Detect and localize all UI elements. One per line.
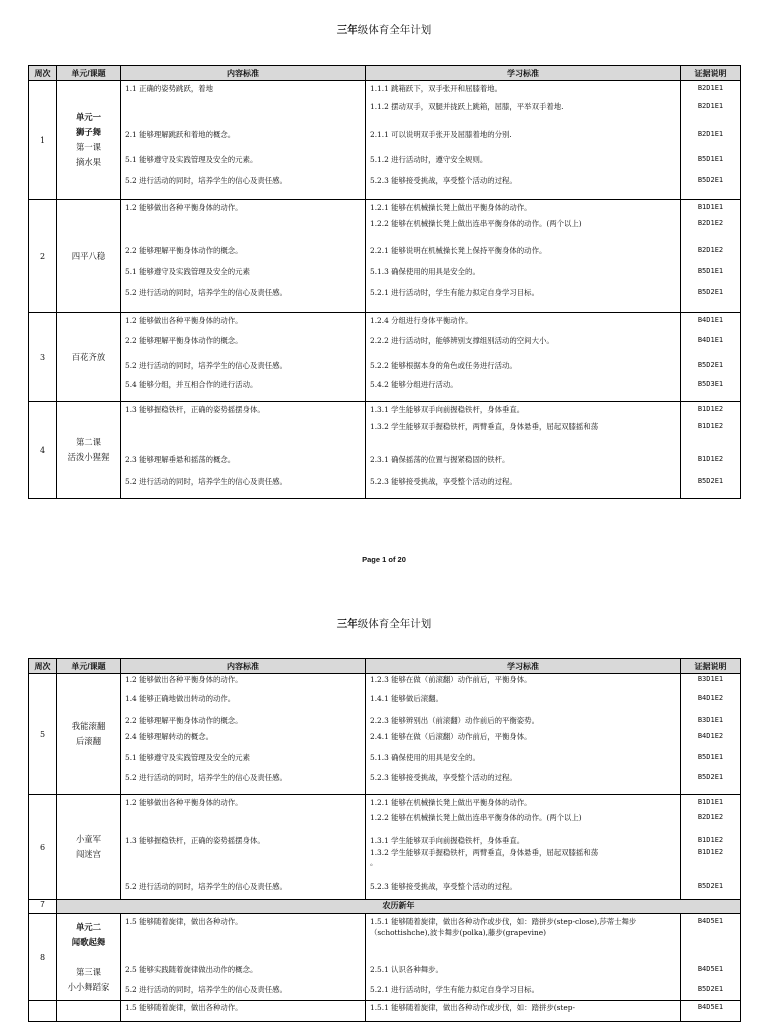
learning-line: 1.5.1 能够随着旋律，做出各种动作或步伐，如：踏拼步(step-close),莎蒂士舞步（schottishche),波卡舞步(polka),藤步(grapevine) [370, 917, 637, 937]
content-line: 5.2 进行活动的同时，培养学生的信心及责任感。 [125, 882, 287, 891]
evidence-line: B5D2E1 [697, 477, 724, 485]
learning-cell [366, 402, 680, 498]
learning-line: 2.2.1 能够说明在机械操长凳上保持平衡身体的动作。 [370, 246, 547, 255]
learning-line: 5.1.3 确保使用的用具是安全的。 [370, 753, 480, 762]
unit-line: 单元二 [75, 921, 102, 932]
learning-standard [366, 81, 681, 200]
content-line: 5.1 能够遵守及实践管理及安全的元素 [125, 753, 250, 762]
content-line: 5.2 进行活动的同时，培养学生的信心及责任感。 [125, 288, 287, 297]
evidence-line: B4D1E1 [697, 316, 724, 324]
learning-line: 1.4.1 能够做后滚翻。 [370, 694, 443, 703]
evidence-line: B2D1E2 [697, 219, 724, 227]
content-line: 2.2 能够理解平衡身体动作的概念。 [125, 246, 243, 255]
content-line: 1.3 能够握稳铁杆，正确的姿势摇摆身体。 [125, 836, 265, 845]
plan-table-1 [28, 65, 741, 499]
learning-standard [366, 674, 681, 795]
content-line: 5.2 进行活动的同时，培养学生的信心及责任感。 [125, 773, 287, 782]
content-line: 5.2 进行活动的同时，培养学生的信心及责任感。 [125, 176, 287, 185]
content-line: 1.2 能够做出各种平衡身体的动作。 [125, 316, 243, 325]
content-line: 5.2 进行活动的同时，培养学生的信心及责任感。 [125, 361, 287, 370]
content-standard [121, 1001, 366, 1022]
table-row [29, 313, 741, 402]
unit-line: 狮子舞 [75, 127, 102, 137]
evidence-line: B5D3E1 [697, 380, 724, 388]
evidence-line: B1D1E2 [697, 405, 724, 413]
content-line: 2.4 能够理解转动的概念。 [125, 732, 214, 741]
content-line: 1.4 能够正确地做出转动的动作。 [125, 694, 236, 703]
learning-line: 1.2.2 能够在机械操长凳上做出连串平衡身体的动作。(两个以上) [370, 219, 582, 228]
unit-line: 小童军 [75, 834, 102, 844]
learning-line: 5.2.3 能够接受挑战，享受整个活动的过程。 [370, 477, 517, 486]
content-line: 5.2 进行活动的同时，培养学生的信心及责任感。 [125, 985, 287, 994]
evidence-line: B5D2E1 [697, 773, 724, 781]
evidence-line: B5D2E1 [697, 361, 724, 369]
header-content-standard: 内容标准 [121, 66, 366, 81]
evidence-line: B5D2E1 [697, 176, 724, 184]
learning-line: 2.4.1 能够在做（后滚翻）动作前后，平衡身体。 [370, 732, 532, 741]
learning-line: 。 [370, 858, 378, 867]
unit-line: 单元一 [75, 112, 102, 122]
evidence-line: B2D1E2 [697, 813, 724, 821]
evidence-line: B5D1E1 [697, 155, 724, 163]
content-line: 1.1 正确的姿势跳跃，着地 [125, 84, 214, 93]
holiday-row [29, 900, 741, 914]
table-row [29, 200, 741, 313]
header-unit: 单元/课题 [57, 659, 121, 674]
evidence-line: B4D5E1 [697, 965, 724, 973]
week-number: 1 [29, 81, 57, 200]
content-cell [121, 200, 365, 312]
unit-line: 百花齐放 [71, 351, 106, 362]
learning-line: 1.1.2 摆动双手，双腿并拢跃上跳箱，屈膝，平举双手着地. [370, 102, 564, 111]
learning-line: 5.2.3 能够接受挑战，享受整个活动的过程。 [370, 176, 517, 185]
learning-line: 5.2.3 能够接受挑战，享受整个活动的过程。 [370, 882, 517, 891]
table-row-partial [29, 1001, 741, 1022]
learning-line: 1.2.1 能够在机械操长凳上做出平衡身体的动作。 [370, 203, 532, 212]
evidence-line: B4D1E2 [697, 694, 724, 702]
unit-title [57, 200, 121, 313]
unit-title [57, 914, 121, 1001]
plan-table-2 [28, 658, 741, 1022]
evidence-line: B1D1E2 [697, 848, 724, 856]
content-standard [121, 914, 366, 1001]
evidence-line: B5D2E1 [697, 288, 724, 296]
learning-standard [366, 402, 681, 499]
content-line: 5.2 进行活动的同时，培养学生的信心及责任感。 [125, 477, 287, 486]
content-cell [121, 914, 365, 1000]
learning-line: 5.1.2 进行活动时，遵守安全规则。 [370, 155, 488, 164]
evidence-line: B4D1E1 [697, 336, 724, 344]
learning-line: 2.3.1 确保摇荡的位置与握紧稳固的铁杆。 [370, 455, 510, 464]
unit-line: 第一课 [75, 142, 102, 152]
evidence [681, 674, 741, 795]
evidence-cell [681, 81, 740, 199]
content-standard [121, 313, 366, 402]
page-number: Page 1 of 20 [362, 555, 406, 564]
learning-line: 1.2.1 能够在机械操长凳上做出平衡身体的动作。 [370, 798, 532, 807]
evidence-line: B1D1E2 [697, 836, 724, 844]
evidence-line: B4D5E1 [697, 917, 724, 925]
content-line: 1.5 能够随着旋律，做出各种动作。 [125, 917, 243, 926]
table-row [29, 674, 741, 795]
unit-line: 我能滚翻 [71, 721, 106, 731]
learning-line: 5.2.2 能够根据本身的角色或任务进行活动。 [370, 361, 517, 370]
learning-standard [366, 1001, 681, 1022]
evidence [681, 914, 741, 1001]
learning-line: 1.3.2 学生能够双手握稳铁杆，两臂垂直，身体悬垂，屈起双膝摇和荡 [370, 422, 599, 431]
content-line: 1.2 能够做出各种平衡身体的动作。 [125, 798, 243, 807]
unit-line: 第二课 [75, 437, 102, 447]
evidence-line: B4D5E1 [697, 1003, 724, 1011]
unit-line: 摘水果 [75, 157, 102, 167]
evidence-line: B5D1E1 [697, 267, 724, 275]
unit-title [57, 313, 121, 402]
evidence-cell [681, 795, 740, 899]
unit-title [57, 402, 121, 499]
content-line: 2.3 能够理解垂悬和摇荡的概念。 [125, 455, 236, 464]
evidence [681, 1001, 741, 1022]
evidence-line: B5D2E1 [697, 985, 724, 993]
evidence-line: B1D1E2 [697, 422, 724, 430]
page-title: 三年级体育全年计划 [336, 24, 432, 36]
evidence [681, 81, 741, 200]
table-header [29, 659, 741, 674]
content-standard [121, 200, 366, 313]
content-line: 2.2 能够理解平衡身体动作的概念。 [125, 716, 243, 725]
learning-line: 5.2.1 进行活动时，学生有能力拟定自身学习目标。 [370, 288, 539, 297]
learning-cell [366, 200, 680, 312]
evidence-line: B5D1E1 [697, 753, 724, 761]
evidence-line: B2D1E1 [697, 130, 724, 138]
header-content-standard: 内容标准 [121, 659, 366, 674]
table-row [29, 914, 741, 1001]
content-line: 1.5 能够随着旋律，做出各种动作。 [125, 1003, 243, 1012]
learning-line: 2.2.2 进行活动时，能够辨别支撑组别活动的空间大小。 [370, 336, 554, 345]
learning-line: 2.1.1 可以说明双手张开及屈膝着地的分别. [370, 130, 512, 139]
evidence [681, 795, 741, 900]
evidence-line: B2D1E2 [697, 246, 724, 254]
header-unit: 单元/课题 [57, 66, 121, 81]
evidence [681, 200, 741, 313]
evidence-line: B3D1E1 [697, 716, 724, 724]
content-line: 2.5 能够实践随着旋律做出动作的概念。 [125, 965, 258, 974]
evidence-cell [681, 402, 740, 498]
week-number [29, 1001, 57, 1022]
learning-line: 5.4.2 能够分组进行活动。 [370, 380, 458, 389]
unit-line: 闯迷宫 [75, 849, 102, 859]
week-number: 5 [29, 674, 57, 795]
week-number: 3 [29, 313, 57, 402]
unit-line: 四平八稳 [71, 250, 106, 261]
learning-line: 1.2.4 分组进行身体平衡动作。 [370, 316, 473, 325]
week-number: 2 [29, 200, 57, 313]
evidence-line: B2D1E1 [697, 102, 724, 110]
week-number: 7 [29, 900, 57, 914]
content-line: 5.4 能够分组，并互相合作的进行活动。 [125, 380, 258, 389]
evidence-line: B1D1E1 [697, 798, 724, 806]
learning-cell [366, 914, 680, 1000]
learning-cell [366, 81, 680, 199]
content-cell [121, 81, 365, 199]
content-line: 1.2 能够做出各种平衡身体的动作。 [125, 203, 243, 212]
learning-cell [366, 795, 680, 899]
unit-title [57, 81, 121, 200]
learning-line: 2.5.1 认识各种舞步。 [370, 965, 443, 974]
unit-title [57, 1001, 121, 1022]
unit-line: 闻歌起舞 [71, 936, 106, 947]
content-line: 5.1 能够遵守及实践管理及安全的元素 [125, 267, 250, 276]
content-line: 2.2 能够理解平衡身体动作的概念。 [125, 336, 243, 345]
unit-line: 后滚翻 [75, 736, 102, 746]
learning-line: 5.2.3 能够接受挑战，享受整个活动的过程。 [370, 773, 517, 782]
learning-cell [366, 674, 680, 794]
learning-standard [366, 313, 681, 402]
evidence-cell [681, 313, 740, 401]
content-line: 2.1 能够理解跳跃和着地的概念。 [125, 130, 236, 139]
learning-standard [366, 914, 681, 1001]
learning-line: 1.3.2 学生能够双手握稳铁杆，两臂垂直，身体悬垂，屈起双膝摇和荡 [370, 848, 599, 857]
unit-line: 第三课 [75, 966, 102, 977]
table-header [29, 66, 741, 81]
learning-standard [366, 795, 681, 900]
evidence-line: B5D2E1 [697, 882, 724, 890]
learning-line: 2.2.3 能够辨别出（前滚翻）动作前后的平衡姿势。 [370, 716, 539, 725]
content-cell [121, 313, 365, 401]
header-week: 周次 [29, 659, 57, 674]
learning-cell [366, 313, 680, 401]
content-cell [121, 402, 365, 498]
content-line: 1.2 能够做出各种平衡身体的动作。 [125, 675, 243, 684]
evidence-line: B4D1E2 [697, 732, 724, 740]
evidence-cell [681, 674, 740, 794]
unit-line: 活泼小猩猩 [67, 452, 110, 462]
learning-line: 1.3.1 学生能够双手向前握稳铁杆，身体垂直。 [370, 836, 525, 845]
evidence [681, 402, 741, 499]
learning-line: 1.5.1 能够随着旋律，做出各种动作或步伐，如：踏拼步(step- [370, 1003, 575, 1012]
unit-title [57, 674, 121, 795]
learning-line: 5.1.3 确保使用的用具是安全的。 [370, 267, 480, 276]
learning-line: 1.2.3 能够在做（前滚翻）动作前后，平衡身体。 [370, 675, 532, 684]
content-standard [121, 795, 366, 900]
evidence-line: B1D1E1 [697, 203, 724, 211]
content-cell [121, 674, 365, 794]
unit-line [57, 950, 120, 965]
learning-line: 1.3.1 学生能够双手向前握稳铁杆，身体垂直。 [370, 405, 525, 414]
page-title: 三年级体育全年计划 [336, 618, 432, 630]
evidence-line: B2D1E1 [697, 84, 724, 92]
unit-line: 小小舞蹈家 [67, 981, 110, 992]
header-evidence: 证据说明 [681, 659, 741, 674]
learning-standard [366, 200, 681, 313]
header-learning-standard: 学习标准 [366, 659, 681, 674]
week-number: 6 [29, 795, 57, 900]
week-number: 4 [29, 402, 57, 499]
unit-title [57, 795, 121, 900]
content-line: 1.3 能够握稳铁杆，正确的姿势摇摆身体。 [125, 405, 265, 414]
learning-line: 1.1.1 跳箱跃下，双手张开和屈膝着地。 [370, 84, 503, 93]
learning-line: 1.2.2 能够在机械操长凳上做出连串平衡身体的动作。(两个以上) [370, 813, 582, 822]
evidence-line: B3D1E1 [697, 675, 724, 683]
header-week: 周次 [29, 66, 57, 81]
table-row [29, 795, 741, 900]
content-standard [121, 674, 366, 795]
content-cell [121, 795, 365, 899]
content-line: 5.1 能够遵守及实践管理及安全的元素。 [125, 155, 258, 164]
evidence-line: B1D1E2 [697, 455, 724, 463]
evidence-cell [681, 914, 740, 1000]
learning-line: 5.2.1 进行活动时，学生有能力拟定自身学习目标。 [370, 985, 539, 994]
header-learning-standard: 学习标准 [366, 66, 681, 81]
table-row [29, 402, 741, 499]
table-row [29, 81, 741, 200]
week-number: 8 [29, 914, 57, 1001]
evidence-cell [681, 200, 740, 312]
holiday-label: 农历新年 [57, 900, 741, 914]
header-evidence: 证据说明 [681, 66, 741, 81]
evidence [681, 313, 741, 402]
content-standard [121, 402, 366, 499]
content-standard [121, 81, 366, 200]
